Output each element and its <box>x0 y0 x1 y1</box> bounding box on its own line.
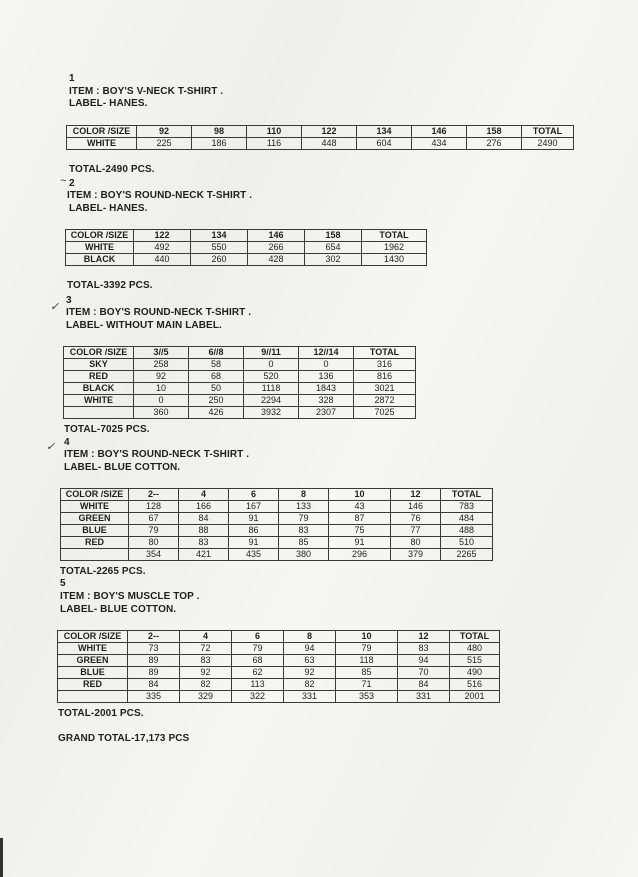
header-cell: 134 <box>357 126 412 138</box>
table-totals-row <box>61 549 493 561</box>
quantity-cell: 2307 <box>299 407 354 419</box>
section-3-table <box>63 346 416 419</box>
header-cell: 3//5 <box>134 347 189 359</box>
quantity-cell: 3021 <box>354 383 416 395</box>
quantity-cell: 1430 <box>362 254 427 266</box>
quantity-cell: 118 <box>336 655 398 667</box>
section-4-total: TOTAL-2265 PCS. <box>60 566 146 577</box>
header-cell: 4 <box>180 631 232 643</box>
quantity-cell: 82 <box>284 679 336 691</box>
quantity-cell: 3932 <box>244 407 299 419</box>
quantity-cell: 322 <box>232 691 284 703</box>
section-4-label: LABEL- BLUE COTTON. <box>64 462 181 473</box>
color-cell: RED <box>58 679 128 691</box>
header-cell: TOTAL <box>362 230 427 242</box>
quantity-cell: 166 <box>179 501 229 513</box>
quantity-cell: 335 <box>128 691 180 703</box>
table-row <box>58 643 500 655</box>
quantity-cell: 250 <box>189 395 244 407</box>
color-cell: RED <box>64 371 134 383</box>
section-2-number: 2 <box>69 178 75 189</box>
header-cell: COLOR /SIZE <box>61 489 129 501</box>
section-2-total: TOTAL-3392 PCS. <box>67 280 153 291</box>
quantity-cell: 136 <box>299 371 354 383</box>
table-header-row <box>64 347 416 359</box>
section-2-table <box>65 229 427 266</box>
quantity-cell: 654 <box>305 242 362 254</box>
quantity-cell: 84 <box>179 513 229 525</box>
quantity-cell: 133 <box>279 501 329 513</box>
quantity-cell: 83 <box>179 537 229 549</box>
quantity-cell: 79 <box>279 513 329 525</box>
section-4-table <box>60 488 493 561</box>
section-4-number: 4 <box>64 437 70 448</box>
color-cell: BLACK <box>66 254 134 266</box>
section-5-number: 5 <box>60 578 66 589</box>
header-cell: 122 <box>302 126 357 138</box>
check-mark: ~ <box>60 175 67 187</box>
header-cell: 134 <box>191 230 248 242</box>
header-cell: 9//11 <box>244 347 299 359</box>
quantity-cell: 82 <box>180 679 232 691</box>
quantity-cell: 128 <box>129 501 179 513</box>
quantity-cell: 88 <box>179 525 229 537</box>
quantity-cell: 80 <box>129 537 179 549</box>
quantity-cell: 1962 <box>362 242 427 254</box>
quantity-cell: 80 <box>391 537 441 549</box>
header-cell: 8 <box>279 489 329 501</box>
table-row <box>61 513 493 525</box>
quantity-cell: 2490 <box>522 138 574 150</box>
header-cell: TOTAL <box>450 631 500 643</box>
quantity-cell: 1843 <box>299 383 354 395</box>
quantity-cell: 79 <box>129 525 179 537</box>
header-cell: 6 <box>232 631 284 643</box>
section-3-label: LABEL- WITHOUT MAIN LABEL. <box>66 320 222 331</box>
quantity-cell: 225 <box>137 138 192 150</box>
quantity-cell: 146 <box>391 501 441 513</box>
section-2-label: LABEL- HANES. <box>69 203 148 214</box>
table-header-row <box>66 230 427 242</box>
section-1-label: LABEL- HANES. <box>69 98 148 109</box>
quantity-cell: 75 <box>329 525 391 537</box>
header-cell: COLOR /SIZE <box>67 126 137 138</box>
quantity-cell: 68 <box>189 371 244 383</box>
table-row <box>66 242 427 254</box>
quantity-cell: 1118 <box>244 383 299 395</box>
quantity-cell: 68 <box>232 655 284 667</box>
quantity-cell: 87 <box>329 513 391 525</box>
quantity-cell: 448 <box>302 138 357 150</box>
quantity-cell: 2872 <box>354 395 416 407</box>
table-header-row <box>67 126 574 138</box>
quantity-cell: 510 <box>441 537 493 549</box>
header-cell: 2-- <box>129 489 179 501</box>
quantity-cell: 2294 <box>244 395 299 407</box>
quantity-cell: 354 <box>129 549 179 561</box>
quantity-cell: 84 <box>128 679 180 691</box>
quantity-cell: 10 <box>134 383 189 395</box>
quantity-cell: 113 <box>232 679 284 691</box>
table-row <box>64 371 416 383</box>
quantity-cell: 83 <box>398 643 450 655</box>
quantity-cell: 434 <box>412 138 467 150</box>
scan-edge-mark <box>0 838 3 877</box>
quantity-cell: 89 <box>128 655 180 667</box>
header-cell: 98 <box>192 126 247 138</box>
header-cell: 2-- <box>128 631 180 643</box>
quantity-cell: 77 <box>391 525 441 537</box>
section-4-item: ITEM : BOY'S ROUND-NECK T-SHIRT . <box>64 449 250 460</box>
quantity-cell: 72 <box>180 643 232 655</box>
quantity-cell: 353 <box>336 691 398 703</box>
quantity-cell: 302 <box>305 254 362 266</box>
quantity-cell: 50 <box>189 383 244 395</box>
color-cell: GREEN <box>58 655 128 667</box>
quantity-cell: 79 <box>336 643 398 655</box>
quantity-cell: 79 <box>232 643 284 655</box>
quantity-cell: 70 <box>398 667 450 679</box>
section-1-total: TOTAL-2490 PCS. <box>69 164 155 175</box>
quantity-cell: 296 <box>329 549 391 561</box>
table-header-row <box>61 489 493 501</box>
quantity-cell: 94 <box>398 655 450 667</box>
table-totals-row <box>58 691 500 703</box>
header-cell: 158 <box>467 126 522 138</box>
quantity-cell: 316 <box>354 359 416 371</box>
header-cell: 158 <box>305 230 362 242</box>
quantity-cell: 167 <box>229 501 279 513</box>
header-cell: 12//14 <box>299 347 354 359</box>
quantity-cell: 492 <box>134 242 191 254</box>
quantity-cell: 428 <box>248 254 305 266</box>
header-cell: TOTAL <box>522 126 574 138</box>
header-cell: 8 <box>284 631 336 643</box>
table-row <box>58 667 500 679</box>
quantity-cell: 520 <box>244 371 299 383</box>
header-cell: 110 <box>247 126 302 138</box>
header-cell: 6//8 <box>189 347 244 359</box>
quantity-cell: 515 <box>450 655 500 667</box>
color-cell: SKY <box>64 359 134 371</box>
quantity-cell: 71 <box>336 679 398 691</box>
section-1-item: ITEM : BOY'S V-NECK T-SHIRT . <box>69 86 224 97</box>
table-header-row <box>58 631 500 643</box>
quantity-cell: 435 <box>229 549 279 561</box>
color-cell: BLACK <box>64 383 134 395</box>
quantity-cell: 76 <box>391 513 441 525</box>
quantity-cell: 276 <box>467 138 522 150</box>
quantity-cell: 73 <box>128 643 180 655</box>
quantity-cell: 85 <box>336 667 398 679</box>
quantity-cell: 379 <box>391 549 441 561</box>
quantity-cell: 92 <box>284 667 336 679</box>
quantity-cell: 43 <box>329 501 391 513</box>
quantity-cell: 426 <box>189 407 244 419</box>
section-5-label: LABEL- BLUE COTTON. <box>60 604 177 615</box>
header-cell: 122 <box>134 230 191 242</box>
table-row <box>61 537 493 549</box>
quantity-cell: 440 <box>134 254 191 266</box>
color-cell <box>58 691 128 703</box>
check-mark: ✓ <box>50 301 60 313</box>
quantity-cell: 258 <box>134 359 189 371</box>
header-cell: TOTAL <box>441 489 493 501</box>
color-cell: WHITE <box>67 138 137 150</box>
table-row <box>58 655 500 667</box>
quantity-cell: 83 <box>180 655 232 667</box>
quantity-cell: 266 <box>248 242 305 254</box>
color-cell: BLUE <box>58 667 128 679</box>
header-cell: 146 <box>412 126 467 138</box>
quantity-cell: 91 <box>229 537 279 549</box>
quantity-cell: 62 <box>232 667 284 679</box>
color-cell: WHITE <box>64 395 134 407</box>
quantity-cell: 91 <box>229 513 279 525</box>
section-1-number: 1 <box>69 73 75 84</box>
quantity-cell: 516 <box>450 679 500 691</box>
quantity-cell: 260 <box>191 254 248 266</box>
quantity-cell: 84 <box>398 679 450 691</box>
table-row <box>64 359 416 371</box>
section-5-table <box>57 630 500 703</box>
header-cell: 10 <box>329 489 391 501</box>
header-cell: 146 <box>248 230 305 242</box>
section-2-item: ITEM : BOY'S ROUND-NECK T-SHIRT . <box>67 190 253 201</box>
quantity-cell: 604 <box>357 138 412 150</box>
quantity-cell: 360 <box>134 407 189 419</box>
header-cell: COLOR /SIZE <box>66 230 134 242</box>
color-cell: WHITE <box>58 643 128 655</box>
header-cell: 92 <box>137 126 192 138</box>
header-cell: COLOR /SIZE <box>64 347 134 359</box>
table-row <box>67 138 574 150</box>
quantity-cell: 488 <box>441 525 493 537</box>
table-row <box>61 525 493 537</box>
quantity-cell: 186 <box>192 138 247 150</box>
header-cell: 4 <box>179 489 229 501</box>
quantity-cell: 816 <box>354 371 416 383</box>
quantity-cell: 67 <box>129 513 179 525</box>
color-cell: WHITE <box>66 242 134 254</box>
table-totals-row <box>64 407 416 419</box>
quantity-cell: 331 <box>284 691 336 703</box>
quantity-cell: 0 <box>244 359 299 371</box>
color-cell <box>61 549 129 561</box>
table-row <box>58 679 500 691</box>
quantity-cell: 0 <box>134 395 189 407</box>
section-1-table <box>66 125 574 150</box>
color-cell: GREEN <box>61 513 129 525</box>
quantity-cell: 94 <box>284 643 336 655</box>
quantity-cell: 480 <box>450 643 500 655</box>
quantity-cell: 421 <box>179 549 229 561</box>
quantity-cell: 550 <box>191 242 248 254</box>
section-3-item: ITEM : BOY'S ROUND-NECK T-SHIRT . <box>66 307 252 318</box>
table-row <box>61 501 493 513</box>
quantity-cell: 328 <box>299 395 354 407</box>
quantity-cell: 85 <box>279 537 329 549</box>
quantity-cell: 86 <box>229 525 279 537</box>
quantity-cell: 490 <box>450 667 500 679</box>
section-5-total: TOTAL-2001 PCS. <box>58 708 144 719</box>
header-cell: 6 <box>229 489 279 501</box>
quantity-cell: 380 <box>279 549 329 561</box>
table-row <box>66 254 427 266</box>
header-cell: 12 <box>391 489 441 501</box>
header-cell: 10 <box>336 631 398 643</box>
check-mark: ✓ <box>46 441 56 453</box>
section-3-number: 3 <box>66 295 72 306</box>
quantity-cell: 92 <box>180 667 232 679</box>
quantity-cell: 331 <box>398 691 450 703</box>
header-cell: TOTAL <box>354 347 416 359</box>
quantity-cell: 0 <box>299 359 354 371</box>
header-cell: 12 <box>398 631 450 643</box>
quantity-cell: 63 <box>284 655 336 667</box>
quantity-cell: 7025 <box>354 407 416 419</box>
quantity-cell: 2265 <box>441 549 493 561</box>
quantity-cell: 83 <box>279 525 329 537</box>
quantity-cell: 783 <box>441 501 493 513</box>
color-cell: BLUE <box>61 525 129 537</box>
quantity-cell: 329 <box>180 691 232 703</box>
color-cell: WHITE <box>61 501 129 513</box>
quantity-cell: 2001 <box>450 691 500 703</box>
table-row <box>64 395 416 407</box>
section-5-item: ITEM : BOY'S MUSCLE TOP . <box>60 591 200 602</box>
quantity-cell: 484 <box>441 513 493 525</box>
color-cell <box>64 407 134 419</box>
grand-total: GRAND TOTAL-17,173 PCS <box>58 733 190 744</box>
table-row <box>64 383 416 395</box>
quantity-cell: 116 <box>247 138 302 150</box>
quantity-cell: 58 <box>189 359 244 371</box>
quantity-cell: 92 <box>134 371 189 383</box>
color-cell: RED <box>61 537 129 549</box>
quantity-cell: 91 <box>329 537 391 549</box>
section-3-total: TOTAL-7025 PCS. <box>64 424 150 435</box>
quantity-cell: 89 <box>128 667 180 679</box>
header-cell: COLOR /SIZE <box>58 631 128 643</box>
